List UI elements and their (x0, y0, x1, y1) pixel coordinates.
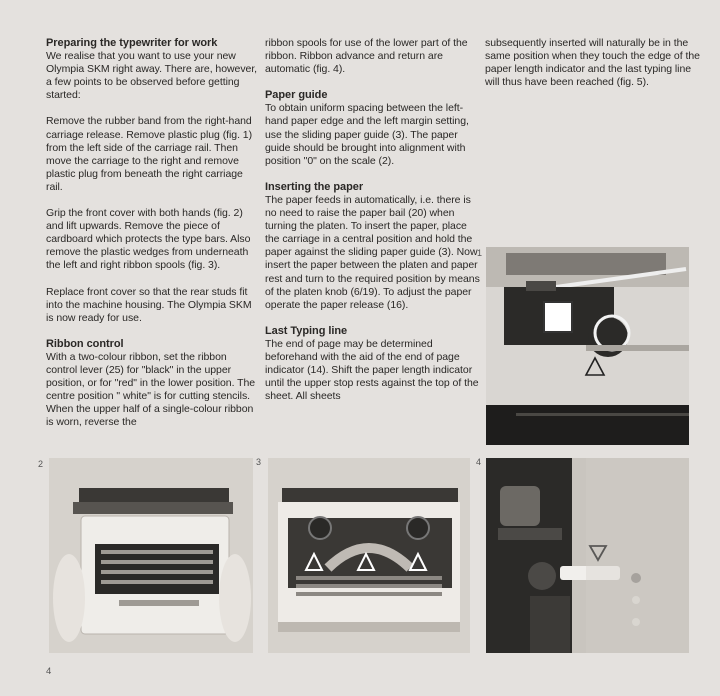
heading-last-typing-line: Last Typing line (265, 324, 348, 337)
figure-number-4: 4 (476, 457, 482, 467)
text-column-2 (265, 37, 483, 403)
paragraph: ribbon spools for use of the lower part of the ribbon. Ribbon advance and return are automatic (fig. 4). (265, 37, 468, 76)
figure-3-photo (268, 458, 470, 653)
page-number: 4 (46, 666, 52, 677)
figure-4-photo (486, 458, 689, 653)
figure-2-photo (49, 458, 253, 653)
heading-preparing: Preparing the typewriter for work (46, 37, 218, 49)
figure-number-1: 1 (477, 248, 483, 258)
paragraph: subsequently inserted will naturally be in the same position when they touch the edge of the paper length indicator and the last typing line will thus have been reached (fig. 5). (485, 37, 700, 89)
paragraph: The paper feeds in automatically, i.e. there is no need to raise the paper bail (20) when turning the platen. To insert the paper, place the carriage in a central position and hold the paper against the sliding paper guide (3). Now insert the paper between the platen and paper rest and turn to the required position by means of the platen knob (6/19). To adjust the paper operate the paper release (16). (265, 193, 480, 311)
text-column-3 (485, 37, 700, 89)
paragraph: Remove the rubber band from the right-hand carriage release. Remove plastic plug (fig. 1) from the left side of the carriage rail. Then move the carriage to the right and remove plastic plug from beneath the right carriage rail. (46, 115, 253, 193)
figure-1-photo (486, 247, 689, 445)
paragraph: Grip the front cover with both hands (fig. 2) and lift upwards. Remove the piece of cardboard which protects the type bars. Also remove the plastic wedges from underneath the left and right ribbon spools (fig. 3). (46, 207, 251, 272)
heading-paper-guide: Paper guide (265, 89, 328, 102)
paragraph: Replace front cover so that the rear studs fit into the machine housing. The Olympia SKM is now ready for use. (46, 285, 252, 324)
text-column-1 (46, 37, 260, 429)
heading-inserting-paper: Inserting the paper (265, 180, 364, 193)
figure-number-2: 2 (38, 459, 44, 469)
heading-ribbon-control: Ribbon control (46, 337, 124, 350)
paragraph: With a two-colour ribbon, set the ribbon control lever (25) for "black" in the upper position, or for "red" in the lower position. The centre position " white" is for cutting stencils. When the upper half of a single-colour ribbon is worn, reverse the (46, 350, 256, 429)
paragraph: To obtain uniform spacing between the left-hand paper edge and the left margin setting, use the sliding paper guide (3). The paper guide should be brought into alignment with position "0" on the scale (2). (265, 102, 469, 167)
paragraph: We realise that you want to use your new Olympia SKM right away. There are, however, a few points to be observed before getting started: (46, 50, 258, 102)
figure-number-3: 3 (256, 457, 262, 467)
paragraph: The end of page may be determined beforehand with the aid of the end of page indicator (14). Shift the paper length indicator until the upper stop rests against the top of the sheet. All sheets (265, 337, 479, 403)
